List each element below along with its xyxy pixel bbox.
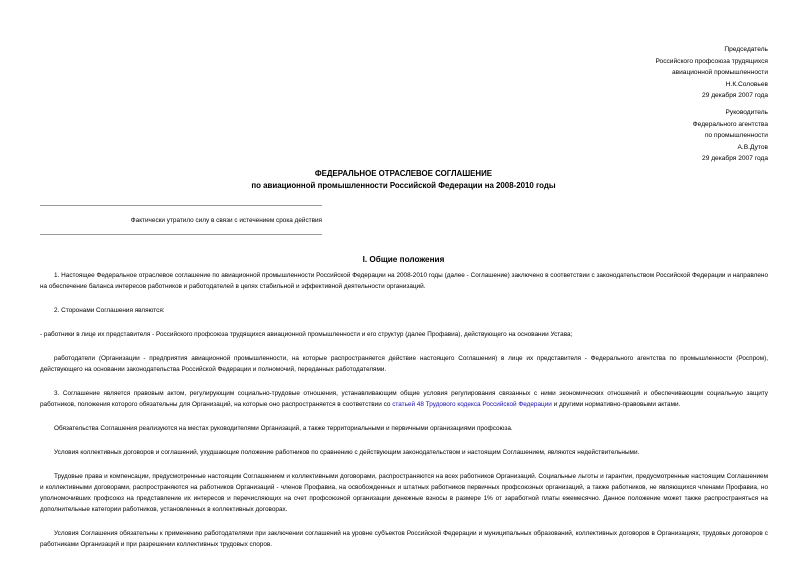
paragraph: [40, 388, 768, 410]
section-heading: I. Общие положения: [362, 255, 445, 264]
approval-date: 29 декабря 2007 года: [702, 155, 768, 162]
paragraph: - работники в лице их представителя - Российского профсоюза трудящихся авиационной промышленности и его структур (далее Профавиа), действующего на основании Устава;: [40, 331, 573, 338]
document-title: [0, 168, 807, 191]
approval-line: Н.К.Соловьев: [725, 80, 768, 88]
divider-top: [40, 205, 322, 206]
approval-line: авиационной промышленности: [671, 69, 768, 76]
paragraph-text: 3. Соглашение является правовым актом, регулирующим социально-трудовые отношения, устанавливающим общие условия регулирования связанных с ними экономических отношений и обеспечивающим социальную защиту работников, положения которого обязательны для Организаций, на которые оно распространяется в соответствии со: [40, 390, 768, 408]
approval-line: Российского профсоюза трудящихся: [655, 57, 768, 65]
approval-date: 29 декабря 2007 года: [702, 92, 768, 99]
approval-line: А.В.Дутов: [737, 143, 768, 151]
paragraph: 2. Сторонами Соглашения являются:: [54, 307, 165, 314]
paragraph: Обязательства Соглашения реализуются на местах руководителями Организаций, а также территориальными и первичными организациями профсоюза.: [54, 425, 513, 432]
approval-line: Федерального агентства: [692, 120, 768, 128]
paragraph: 1. Настоящее Федеральное отраслевое соглашение по авиационной промышленности Российской Федерации на 2008-2010 годы (далее - Соглашение) заключено в соответствии с законодательством Российской Федерации и направлено на обеспечение баланса интересов работников и работодателей в целях стабильной и эффективной деятельности организаций.: [40, 272, 768, 290]
paragraph-text: и другими нормативно-правовыми актами.: [551, 401, 681, 408]
approval-block-agency-head: [468, 107, 768, 165]
approval-line: Руководитель: [725, 109, 768, 116]
document-body: [40, 270, 768, 563]
labor-code-article-link[interactable]: статьей 48 Трудового кодекса Российской Федерации: [392, 401, 552, 408]
divider-bottom: [40, 234, 322, 235]
paragraph: работодатели (Организации - предприятия авиационной промышленности, на которые распространяется действие настоящего Соглашения) в лице их представителя - Федерального агентства по промышленности (Роспром), действующего на основании законодательства Российской Федерации и полномочий, переданных работодателями.: [40, 355, 768, 373]
document-title-line1: ФЕДЕРАЛЬНОЕ ОТРАСЛЕВОЕ СОГЛАШЕНИЕ: [314, 169, 493, 178]
approval-block-chairman: [468, 44, 768, 102]
paragraph: Условия коллективных договоров и соглашений, ухудшающие положение работников по сравнению с действующим законодательством и настоящим Соглашением, являются недействительными.: [54, 449, 640, 456]
approval-line: Председатель: [724, 46, 768, 53]
approval-line: по промышленности: [704, 132, 768, 139]
paragraph: Трудовые права и компенсации, предусмотренные настоящим Соглашением и коллективными договорами, распространяются на всех работников Организаций. Социальные льготы и гарантии, предусмотренные настоящим Соглашением и коллективными договорами, распространяются на работников Организаций - членов Профавиа, на освобожденных и штатных работников первичных профсоюзных организаций, а также работников, не являющихся членами Профавиа, но уполномочивших профсоюз на представление их интересов и перечисляющих на счет профсоюзной организации денежные взносы в размере 1% от заработной платы ежемесячно. Данное положение может также распространяться на дополнительные категории работников, установленных в коллективных договорах.: [40, 473, 768, 513]
document-title-line2: по авиационной промышленности Российской Федерации на 2008-2010 годы: [251, 180, 556, 190]
status-note: Фактически утратило силу в связи с истечением срока действия: [130, 217, 322, 224]
paragraph: Условия Соглашения обязательны к применению работодателями при заключении соглашений на уровне субъектов Российской Федерации и муниципальных образований, коллективных договоров в Организациях, трудовых договоров с работниками Организаций и при разрешении коллективных трудовых споров.: [40, 530, 768, 548]
